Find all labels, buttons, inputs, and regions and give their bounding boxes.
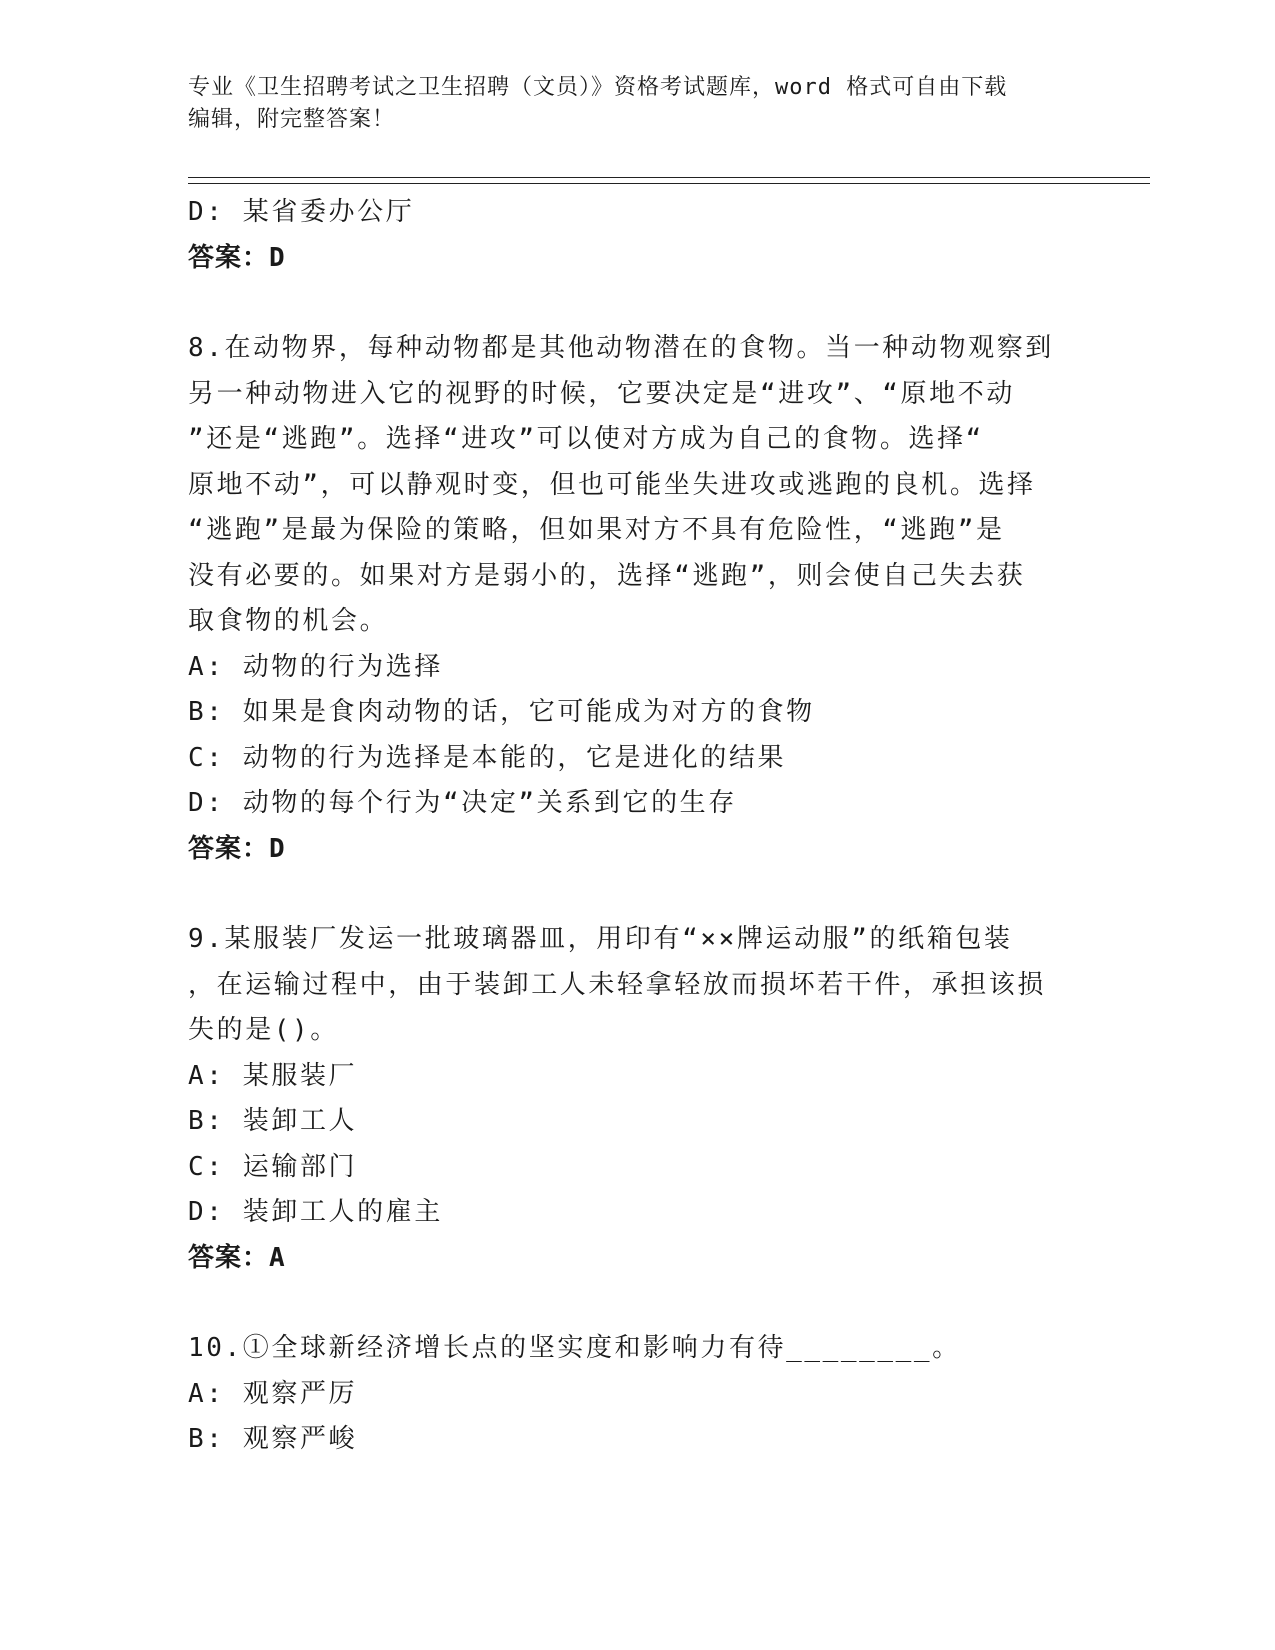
q10-option-a: A: 观察严厉 [188,1378,358,1409]
spacer [188,281,1068,326]
q8-option-b: B: 如果是食肉动物的话，它可能成为对方的食物 [188,697,815,727]
spacer [188,1281,1068,1326]
question-9 [188,917,1068,1281]
q9-answer: 答案：A [188,1242,286,1273]
q8-text-line: 没有必要的。如果对方是弱小的，选择“逃跑”，则会使自己失去获 [188,560,1026,591]
q9-option-b: B: 装卸工人 [188,1106,358,1136]
q8-text-line: 原地不动”，可以静观时变，但也可能坐失进攻或逃跑的良机。选择 [188,469,1036,500]
q8-text-line: 8.在动物界，每种动物都是其他动物潜在的食物。当一种动物观察到 [188,333,1054,363]
q8-text-line: 另一种动物进入它的视野的时候，它要决定是“进攻”、“原地不动 [188,378,1015,409]
header-line-2: 编辑，附完整答案！ [188,107,396,132]
prev-option-d: D: 某省委办公厅 [188,197,415,227]
q8-option-c: C: 动物的行为选择是本能的，它是进化的结果 [188,742,787,773]
document-header [188,72,1068,136]
question-content [188,190,1068,1463]
question-8 [188,326,1068,872]
q9-text-line: 9.某服装厂发运一批玻璃器皿，用印有“××牌运动服”的纸箱包装 [188,924,1013,954]
spacer [188,872,1068,917]
q9-option-d: D: 装卸工人的雇主 [188,1197,443,1227]
prev-answer: 答案：D [188,242,286,273]
q9-text-line: 失的是()。 [188,1015,339,1045]
q8-text-line: “逃跑”是最为保险的策略，但如果对方不具有危险性，“逃跑”是 [188,515,1005,545]
header-divider-top [188,177,1150,178]
q8-answer: 答案：D [188,833,286,864]
q9-option-a: A: 某服装厂 [188,1060,358,1091]
q8-option-a: A: 动物的行为选择 [188,651,443,682]
q8-text-line: ”还是“逃跑”。选择“进攻”可以使对方成为自己的食物。选择“ [188,424,984,454]
q9-option-c: C: 运输部门 [188,1151,358,1182]
q10-option-b: B: 观察严峻 [188,1424,358,1454]
header-divider-bottom [188,183,1150,184]
q9-text-line: ，在运输过程中，由于装卸工人未轻拿轻放而损坏若干件，承担该损 [188,969,1047,1000]
question-10 [188,1326,1068,1463]
q8-text-line: 取食物的机会。 [188,606,389,636]
q10-text-line: 10.①全球新经济增长点的坚实度和影响力有待________。 [188,1333,961,1363]
header-line-1: 专业《卫生招聘考试之卫生招聘（文员）》资格考试题库，word 格式可自由下载 [188,75,1008,100]
q8-option-d: D: 动物的每个行为“决定”关系到它的生存 [188,788,737,818]
